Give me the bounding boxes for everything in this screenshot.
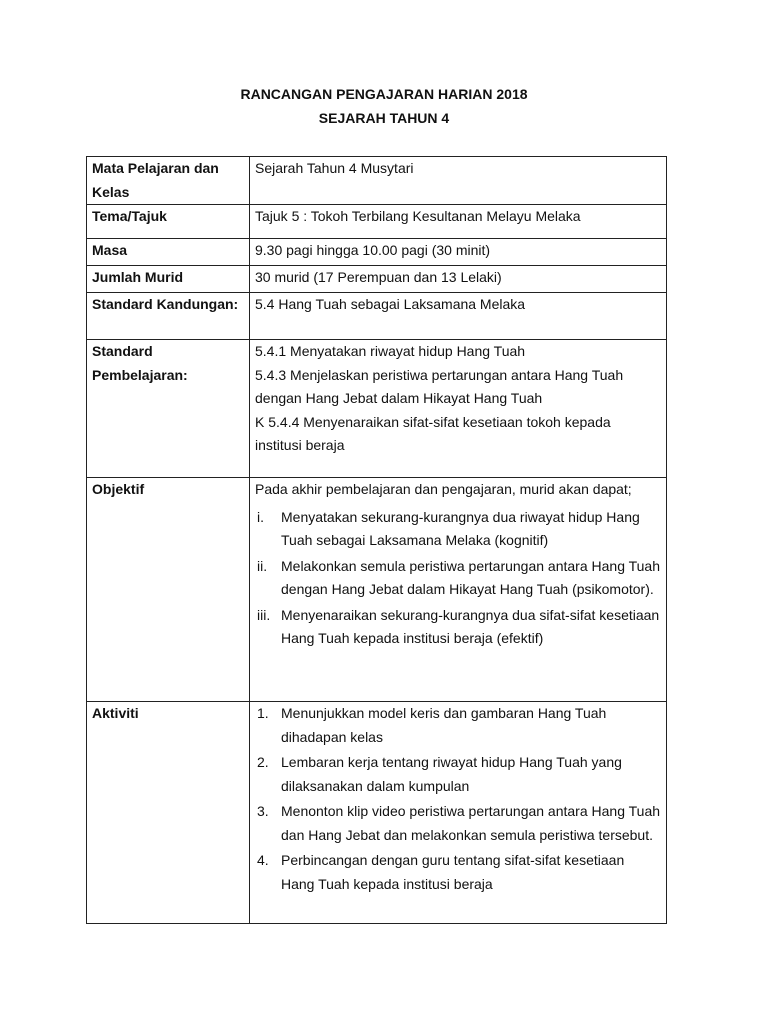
- row-value-standard-pembelajaran: [250, 340, 667, 478]
- list-item-text: Lembaran kerja tentang riwayat hidup Hang Tuah yang dilaksanakan dalam kumpulan: [281, 754, 622, 794]
- list-marker: iii.: [257, 606, 271, 623]
- row-value-standard-kandungan: 5.4 Hang Tuah sebagai Laksamana Melaka: [250, 293, 667, 340]
- table-row: [87, 266, 667, 293]
- row-value-mata-pelajaran: Sejarah Tahun 4 Musytari: [250, 157, 667, 205]
- table-row: [87, 239, 667, 266]
- list-item-text: Perbincangan dengan guru tentang sifat-sifat kesetiaan Hang Tuah kepada institusi beraja: [281, 852, 625, 892]
- list-item-text: Menunjukkan model keris dan gambaran Hang Tuah dihadapan kelas: [281, 705, 607, 745]
- list-item: [255, 604, 661, 651]
- list-marker: i.: [257, 508, 264, 525]
- row-value-objektif: [250, 478, 667, 702]
- table-row: [87, 157, 667, 205]
- list-marker: 2.: [257, 754, 269, 770]
- row-label-tema: Tema/Tajuk: [87, 205, 250, 239]
- list-item-text: Menyenaraikan sekurang-kurangnya dua sifat-sifat kesetiaan Hang Tuah kepada institusi beraja (efektif): [281, 606, 660, 646]
- list-item: [255, 702, 661, 749]
- table-row: [87, 478, 667, 702]
- standard-pembelajaran-line: K 5.4.4 Menyenaraikan sifat-sifat kesetiaan tokoh kepada institusi beraja: [255, 413, 611, 453]
- objektif-intro: Pada akhir pembelajaran dan pengajaran, murid akan dapat;: [255, 481, 632, 497]
- row-label-mata-pelajaran: Mata Pelajaran dan Kelas: [87, 157, 250, 205]
- standard-pembelajaran-line: 5.4.3 Menjelaskan peristiwa pertarungan antara Hang Tuah dengan Hang Jebat dalam Hikayat Hang Tuah: [255, 366, 624, 406]
- row-label-standard-kandungan: Standard Kandungan:: [87, 293, 250, 340]
- row-value-tema: Tajuk 5 : Tokoh Terbilang Kesultanan Melayu Melaka: [250, 205, 667, 239]
- row-label-jumlah-murid: Jumlah Murid: [87, 266, 250, 293]
- table-row: [87, 293, 667, 340]
- list-marker: 3.: [257, 803, 269, 819]
- list-item: [255, 800, 661, 847]
- lesson-plan-table: [86, 156, 667, 924]
- row-label-objektif: Objektif: [87, 478, 250, 702]
- row-value-aktiviti: [250, 702, 667, 924]
- list-marker: 4.: [257, 852, 269, 868]
- aktiviti-list: [255, 702, 661, 896]
- list-item: [255, 506, 661, 553]
- list-item: [255, 849, 661, 896]
- row-label-aktiviti: Aktiviti: [87, 702, 250, 924]
- document-subtitle: SEJARAH TAHUN 4: [318, 110, 450, 126]
- standard-pembelajaran-line: 5.4.1 Menyatakan riwayat hidup Hang Tuah: [255, 343, 526, 359]
- row-value-masa: 9.30 pagi hingga 10.00 pagi (30 minit): [250, 239, 667, 266]
- row-label-standard-pembelajaran: Standard Pembelajaran:: [87, 340, 250, 478]
- table-row: [87, 205, 667, 239]
- list-item: [255, 555, 661, 602]
- row-label-masa: Masa: [87, 239, 250, 266]
- document-title: RANCANGAN PENGAJARAN HARIAN 2018: [240, 86, 528, 102]
- objektif-list: [255, 506, 661, 651]
- list-item-text: Melakonkan semula peristiwa pertarungan antara Hang Tuah dengan Hang Jebat dalam Hikayat Hang Tuah (psikomotor).: [281, 557, 661, 597]
- list-item-text: Menonton klip video peristiwa pertarungan antara Hang Tuah dan Hang Jebat dan melakonkan semula peristiwa tersebut.: [281, 803, 661, 843]
- list-marker: 1.: [257, 705, 269, 721]
- table-row: [87, 702, 667, 924]
- list-marker: ii.: [257, 557, 268, 574]
- table-row: [87, 340, 667, 478]
- row-value-jumlah-murid: 30 murid (17 Perempuan dan 13 Lelaki): [250, 266, 667, 293]
- list-item-text: Menyatakan sekurang-kurangnya dua riwayat hidup Hang Tuah sebagai Laksamana Melaka (kognitif): [281, 508, 640, 548]
- list-item: [255, 751, 661, 798]
